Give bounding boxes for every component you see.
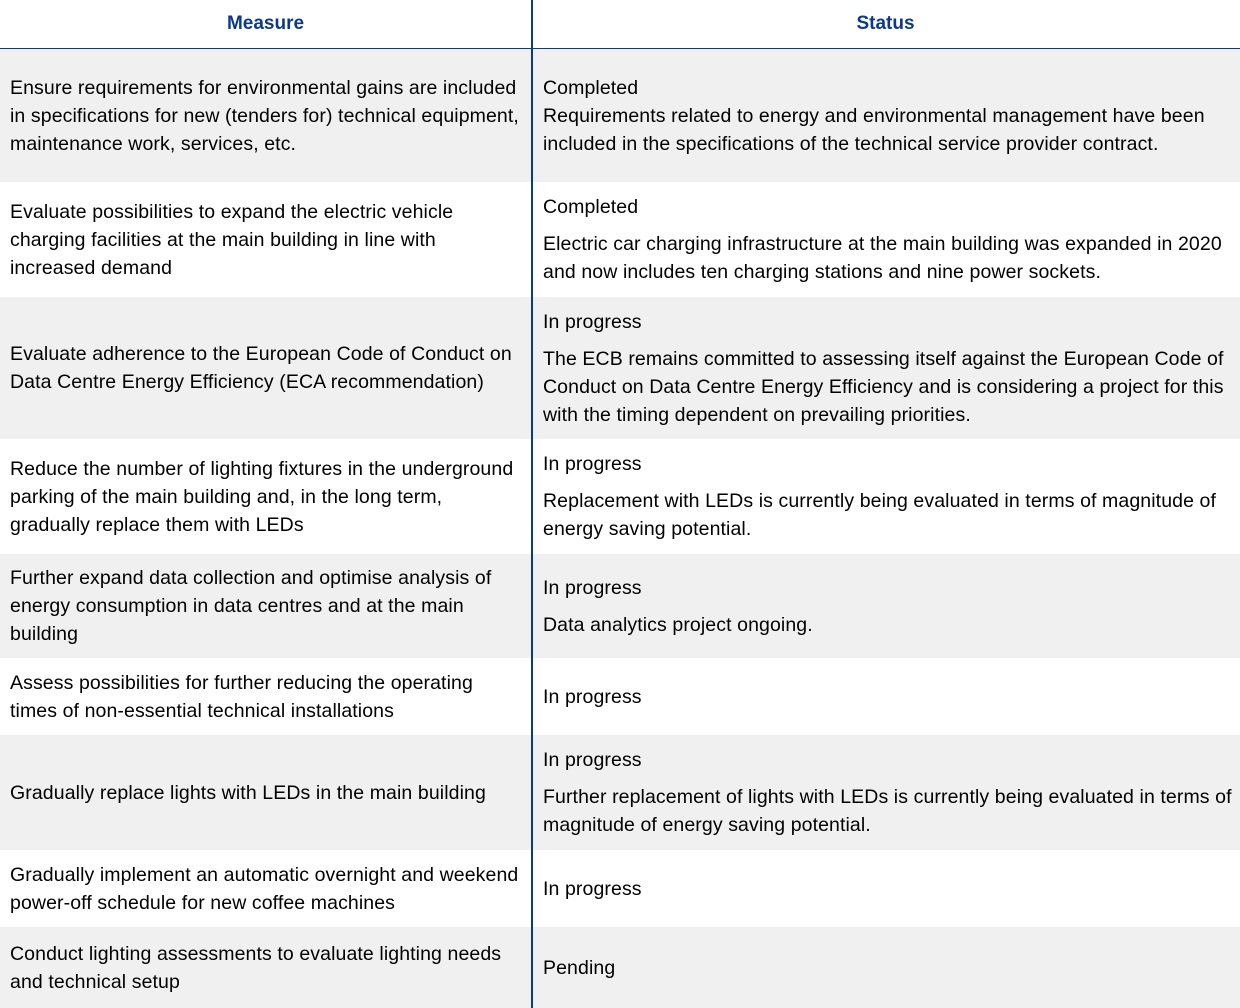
status-cell	[531, 297, 1240, 439]
measure-cell: Reduce the number of lighting fixtures in the underground parking of the main building and, in the long term, gradually replace them with LEDs	[10, 457, 514, 536]
status-label: In progress	[543, 576, 642, 599]
table-row	[0, 554, 1240, 658]
measure-cell: Evaluate adherence to the European Code of Conduct on Data Centre Energy Efficiency (ECA recommendation)	[10, 343, 512, 393]
measure-cell: Ensure requirements for environmental gains are included in specifications for new (tenders for) technical equipment, maintenance work, services, etc.	[10, 76, 519, 155]
status-detail: Requirements related to energy and environmental management have been included in the specifications of the technical service provider contract.	[543, 104, 1205, 155]
status-cell	[531, 927, 1240, 1008]
status-label: Pending	[543, 956, 616, 979]
table-row	[0, 658, 1240, 735]
status-label: Completed	[543, 196, 639, 218]
table-row	[0, 927, 1240, 1008]
status-cell	[531, 439, 1240, 554]
measure-cell: Further expand data collection and optimise analysis of energy consumption in data centres and at the main building	[10, 567, 492, 645]
table-header	[0, 0, 1240, 49]
table-row	[0, 735, 1240, 850]
status-label: In progress	[543, 453, 642, 475]
status-detail: Electric car charging infrastructure at the main building was expanded in 2020 and now includes ten charging stations and nine power sockets.	[543, 233, 1222, 283]
column-divider	[531, 0, 533, 1008]
status-detail: Further replacement of lights with LEDs is currently being evaluated in terms of magnitude of energy saving potential.	[543, 786, 1232, 836]
table-row	[0, 439, 1240, 554]
measure-cell: Evaluate possibilities to expand the electric vehicle charging facilities at the main building in line with increased demand	[10, 200, 454, 279]
status-label: In progress	[543, 685, 642, 708]
status-column-header: Status	[856, 13, 915, 34]
status-label: Completed	[543, 76, 639, 99]
status-cell	[531, 735, 1240, 850]
status-cell	[531, 850, 1240, 927]
table-row	[0, 182, 1240, 297]
table-row	[0, 49, 1240, 182]
status-cell	[531, 658, 1240, 735]
status-cell	[531, 49, 1240, 182]
status-cell	[531, 554, 1240, 658]
status-label: In progress	[543, 749, 642, 771]
measure-cell: Gradually replace lights with LEDs in the main building	[10, 781, 486, 804]
status-label: In progress	[543, 310, 642, 333]
status-detail: Data analytics project ongoing.	[543, 613, 813, 636]
status-detail: Replacement with LEDs is currently being evaluated in terms of magnitude of energy saving potential.	[543, 490, 1217, 540]
measure-column-header: Measure	[226, 13, 305, 34]
table-row	[0, 850, 1240, 927]
table-row	[0, 297, 1240, 439]
measure-cell: Conduct lighting assessments to evaluate lighting needs and technical setup	[10, 942, 502, 993]
measure-cell: Gradually implement an automatic overnight and weekend power-off schedule for new coffee machines	[10, 863, 519, 914]
status-cell	[531, 182, 1240, 297]
status-label: In progress	[543, 877, 642, 900]
status-detail: The ECB remains committed to assessing itself against the European Code of Conduct on Data Centre Energy Efficiency and is considering a project for this with the timing dependent on prevailing priorities.	[543, 347, 1224, 426]
measure-cell: Assess possibilities for further reducing the operating times of non-essential technical installations	[10, 671, 473, 722]
